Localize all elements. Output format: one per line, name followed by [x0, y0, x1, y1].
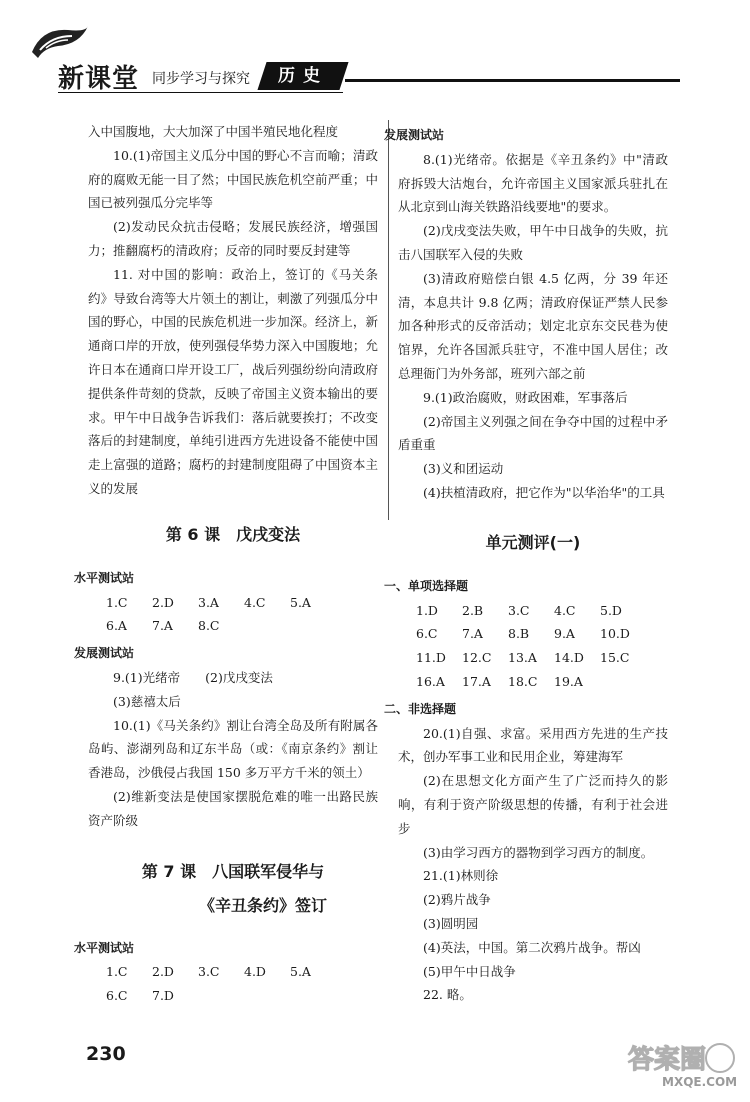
header-underline: [58, 92, 343, 93]
answer-row: [398, 622, 668, 646]
answer-row: [88, 614, 378, 638]
brand-brush-logo-icon: [28, 22, 92, 62]
answer-q20-1: 20.(1)自强、求富。采用西方先进的生产技术，创办军事工业和民用企业，筹建海军: [398, 725, 668, 765]
answer-l6-q10-2: (2)维新变法是使国家摆脱危难的唯一出路民族资产阶级: [88, 788, 378, 828]
answer-row: [88, 591, 378, 615]
section-multiple-choice: 一、单项选择题: [384, 578, 469, 593]
lesson-7-title-line2: 《辛丑条约》签订: [198, 895, 327, 915]
answer-item: 10.D: [600, 626, 630, 642]
answer-item: 6.C: [416, 626, 438, 642]
answer-item: 2.B: [462, 602, 484, 618]
answer-q21-5: (5)甲午中日战争: [423, 963, 516, 979]
answer-q11: 11. 对中国的影响：政治上，签订的《马关条约》导致台湾等大片领土的割让，刺激了列强瓜分中国的野心，中国的民族危机进一步加深。经济上，新通商口岸的开放，使列强侵华势力深入中国腹地；允许日本在通商口岸开设工厂，战后列强纷纷向清政府提供条件苛刻的贷款，反映了帝国主义资本输出的要求。甲午中日战争告诉我们：落后就要挨打；不改变落后的封建制度，单纯引进西方先进设备不能使中国走上富强的道路；腐朽的封建制度阻碍了中国资本主义的发展: [88, 266, 378, 496]
answer-item: 13.A: [508, 650, 537, 666]
answer-item: 18.C: [508, 673, 538, 689]
answer-q21-3: (3)圆明园: [423, 915, 479, 931]
answer-item: 7.A: [152, 618, 173, 634]
section-development-test: 发展测试站: [74, 646, 135, 661]
answer-item: 1.C: [106, 964, 128, 980]
answer-l6-q9-3: (3)慈禧太后: [113, 693, 181, 709]
answer-row: [398, 670, 668, 694]
answer-item: 7.A: [462, 626, 483, 642]
answer-item: 7.D: [152, 988, 174, 1004]
watermark-url: MXQE.COM: [662, 1075, 738, 1089]
answer-row: [398, 599, 668, 623]
page-header: [0, 0, 750, 120]
header-rule: [345, 79, 680, 82]
answer-item: 6.C: [106, 988, 128, 1004]
page-number: 230: [86, 1043, 126, 1065]
subject-label: 历史: [278, 66, 328, 86]
answer-item: 16.A: [416, 673, 445, 689]
answer-item: 4.D: [244, 964, 266, 980]
answer-item: 8.B: [508, 626, 530, 642]
answer-q21-1: 21.(1)林则徐: [423, 868, 499, 884]
answer-q20-2: (2)在思想文化方面产生了广泛而持久的影响，有利于资产阶级思想的传播，有利于社会进步: [398, 773, 668, 836]
answer-item: 8.C: [198, 618, 220, 634]
left-column: [74, 120, 378, 1008]
answer-item: 12.C: [462, 650, 492, 666]
answer-item: 5.A: [290, 594, 311, 610]
answer-item: 19.A: [554, 673, 583, 689]
brand-subtitle: 同步学习与探究: [152, 71, 250, 87]
answer-item: 6.A: [106, 618, 127, 634]
answer-item: 15.C: [600, 650, 630, 666]
answer-item: 1.D: [416, 602, 438, 618]
answer-item: 3.C: [198, 964, 220, 980]
lesson-7-title: [88, 855, 378, 923]
answer-item: 17.A: [462, 673, 491, 689]
answer-q21-4: (4)英法，中国。第二次鸦片战争。帮凶: [423, 939, 641, 955]
answer-item: 4.C: [554, 602, 576, 618]
lesson-7-title-line1: 第 7 课 八国联军侵华与: [141, 861, 325, 881]
answer-q9-4: (4)扶植清政府，把它作为"以华治华"的工具: [423, 484, 665, 500]
lesson-6-title: 第 6 课 戊戌变法: [165, 524, 301, 544]
answer-q8-3: (3)清政府赔偿白银 4.5 亿两，分 39 年还清，本息共计 9.8 亿两；清政府保证严禁人民参加各种形式的反帝活动；划定北京东交民巷为使馆界，允许各国派兵驻守，不准中国人居住；改总理衙门为外务部，班列六部之前: [398, 270, 668, 381]
section-development-test: 发展测试站: [384, 128, 445, 142]
right-column: [384, 120, 668, 1007]
answer-q21-2: (2)鸦片战争: [423, 892, 491, 908]
answer-item: 11.D: [416, 650, 446, 666]
answer-q10-1: 10.(1)帝国主义瓜分中国的野心不言而喻；清政府的腐败无能一目了然；中国民族危机空前严重；中国已被列强瓜分完毕等: [88, 147, 378, 211]
section-level-test: 水平测试站: [74, 940, 135, 955]
answer-q9-2: (2)帝国主义列强之间在争夺中国的过程中矛盾重重: [398, 413, 668, 453]
answer-row: [398, 646, 668, 670]
answer-q22: 22. 略。: [423, 987, 472, 1003]
answer-q20-3: (3)由学习西方的器物到学习西方的制度。: [423, 844, 654, 860]
answer-q9-1: 9.(1)政治腐败，财政困难，军事落后: [423, 389, 628, 405]
answer-row: [88, 984, 378, 1008]
answer-item: 5.D: [600, 602, 622, 618]
answer-l6-q9-1: 9.(1)光绪帝 (2)戊戌变法: [113, 669, 273, 685]
answer-q8-2: (2)戊戌变法失败，甲午中日战争的失败，抗击八国联军入侵的失败: [398, 223, 668, 262]
answer-item: 3.C: [508, 602, 530, 618]
continued-paragraph: 入中国腹地，大大加深了中国半殖民地化程度: [88, 124, 339, 139]
answer-item: 5.A: [290, 964, 311, 980]
answer-q10-2: (2)发动民众抗击侵略；发展民族经济，增强国力；推翻腐朽的清政府；反帝的同时要反封建等: [88, 219, 378, 258]
answer-item: 9.A: [554, 626, 575, 642]
answer-item: 14.D: [554, 650, 584, 666]
answer-item: 2.D: [152, 594, 174, 610]
answer-q8-1: 8.(1)光绪帝。依据是《辛丑条约》中"清政府拆毁大沽炮台，允许帝国主义国家派兵驻扎在从北京到山海关铁路沿线要地"的要求。: [398, 151, 668, 215]
brand-title: 新课堂: [58, 64, 140, 94]
watermark-text: 答案圈: [628, 1045, 707, 1075]
answer-l6-q10-1: 10.(1)《马关条约》割让台湾全岛及所有附属各岛屿、澎湖列岛和辽东半岛（或：《南京条约》割让香港岛，沙俄侵占我国 150 多万平方千米的领土）: [88, 717, 378, 781]
section-level-test: 水平测试站: [74, 570, 135, 585]
answer-row: [88, 960, 378, 984]
answer-item: 4.C: [244, 594, 266, 610]
answer-item: 3.A: [198, 594, 219, 610]
answer-item: 1.C: [106, 594, 128, 610]
section-non-choice: 二、非选择题: [384, 701, 457, 716]
subject-tab: [257, 62, 348, 90]
answer-item: 2.D: [152, 964, 174, 980]
answer-q9-3: (3)义和团运动: [423, 461, 504, 477]
unit-test-title: 单元测评(一): [485, 532, 581, 552]
column-divider: [388, 120, 389, 520]
